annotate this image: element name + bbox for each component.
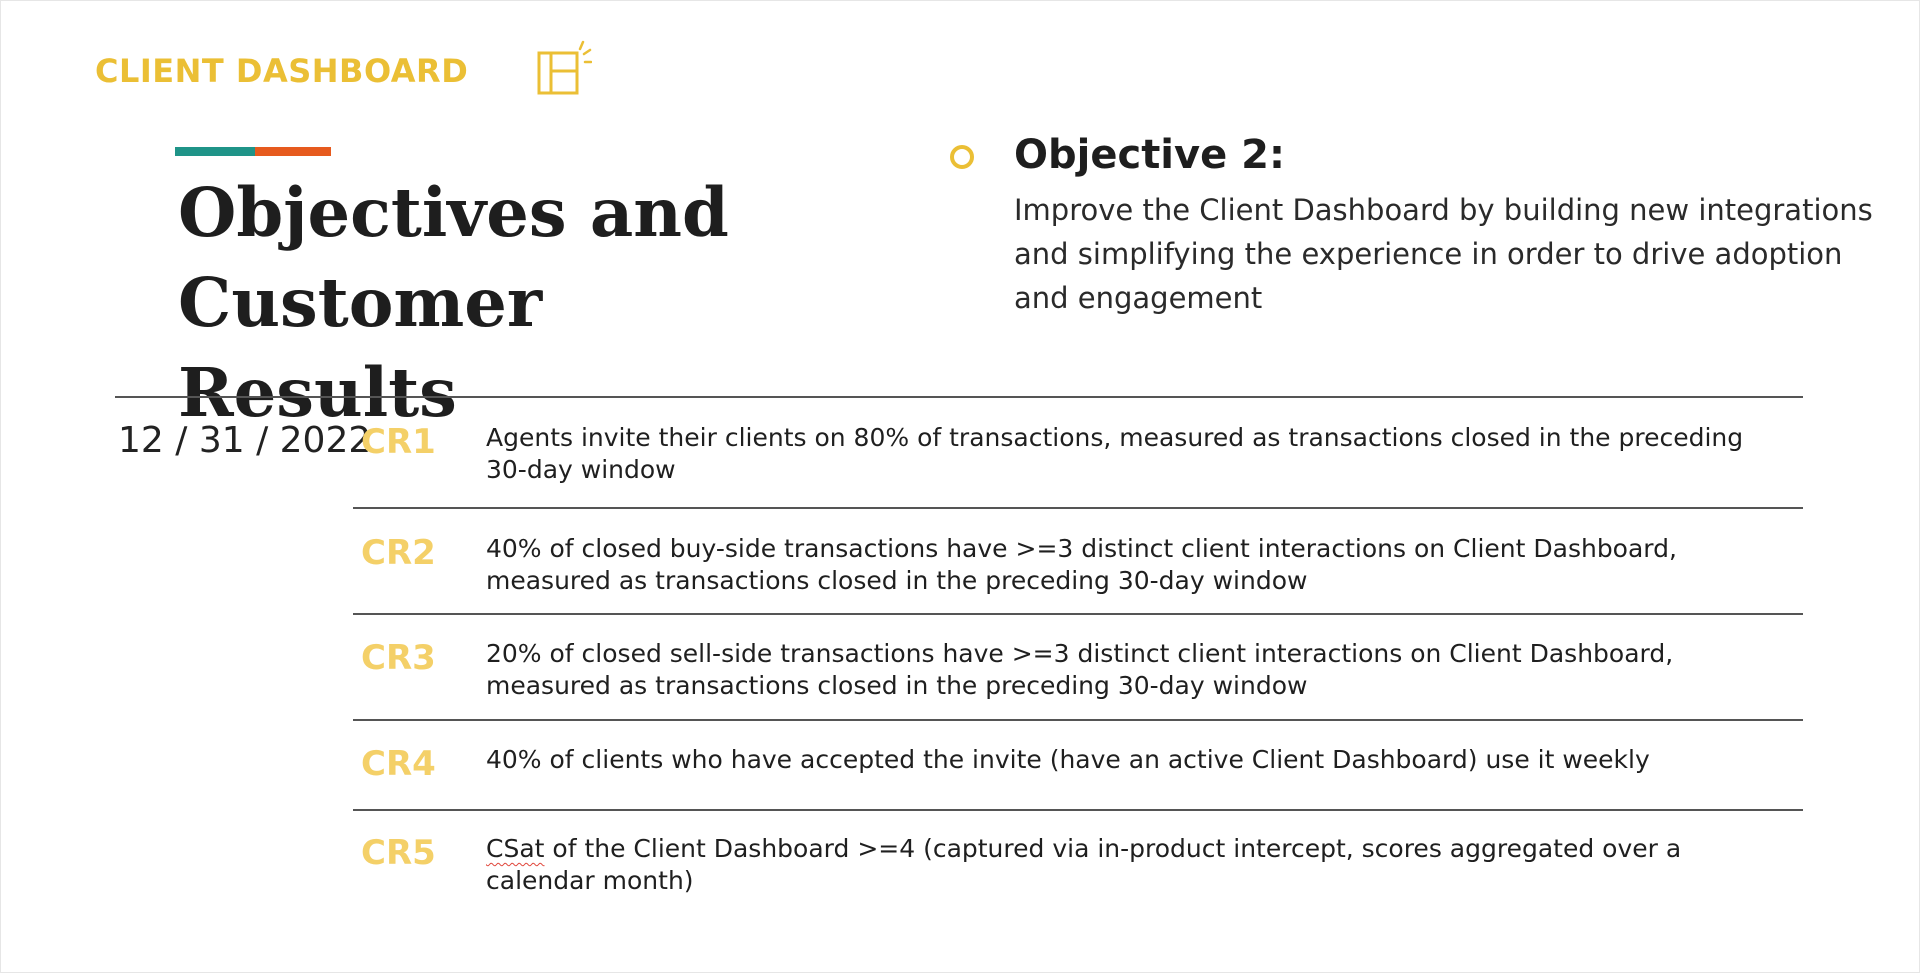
divider [353, 507, 1803, 509]
objective-description: Improve the Client Dashboard by building new integrations and simplifying the experience in order to drive adoption and engagement [1014, 193, 1873, 315]
dashboard-layout-icon [536, 38, 592, 98]
brand-title: CLIENT DASHBOARD [95, 52, 469, 90]
circle-bullet-icon [950, 145, 974, 169]
objective-title: Objective 2: [1014, 132, 1285, 178]
accent-bar-orange [255, 147, 331, 156]
page-title-line-1: Objectives and [178, 173, 729, 252]
result-id: CR2 [361, 533, 436, 573]
result-id: CR5 [361, 833, 436, 873]
result-text: Agents invite their clients on 80% of transactions, measured as transactions closed in the preceding 30-day window [486, 423, 1744, 484]
result-text: 40% of closed buy-side transactions have >=3 distinct client interactions on Client Dashboard, measured as transactions closed in the preceding 30-day window [486, 534, 1677, 595]
page-title-line-2: Customer Results [178, 263, 543, 432]
result-id: CR4 [361, 744, 436, 784]
target-date: 12 / 31 / 2022 [118, 420, 372, 461]
spellcheck-word: CSat [486, 834, 545, 863]
divider [353, 719, 1803, 721]
result-text-rest: of the Client Dashboard >=4 (captured via in-product intercept, scores aggregated over a calendar month) [486, 834, 1682, 895]
result-id: CR1 [361, 422, 436, 462]
divider-top [115, 396, 1803, 398]
accent-bar [175, 147, 331, 156]
result-id: CR3 [361, 638, 436, 678]
result-text: 20% of closed sell-side transactions have >=3 distinct client interactions on Client Dashboard, measured as transactions closed in the preceding 30-day window [486, 639, 1674, 700]
accent-bar-teal [175, 147, 255, 156]
divider [353, 613, 1803, 615]
result-text [486, 833, 1786, 897]
result-text: 40% of clients who have accepted the invite (have an active Client Dashboard) use it weekly [486, 745, 1650, 774]
divider [353, 809, 1803, 811]
